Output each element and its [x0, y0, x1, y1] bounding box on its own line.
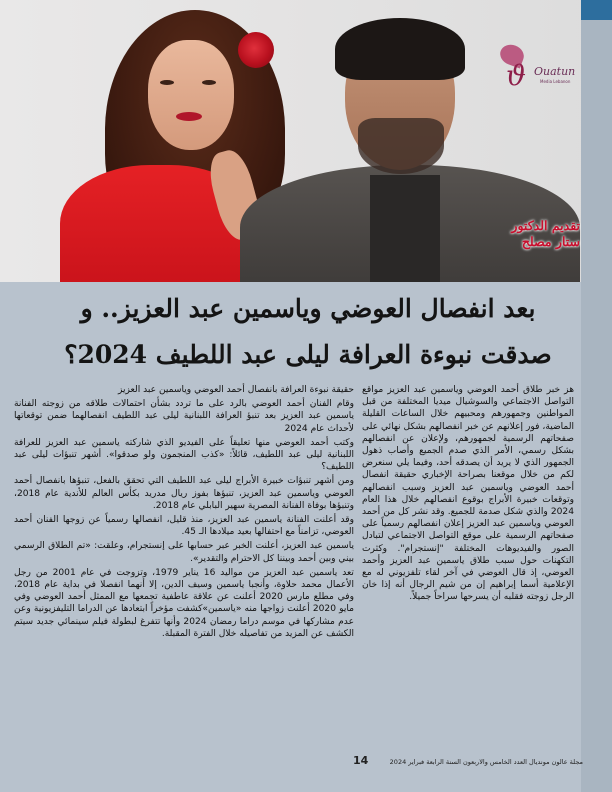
- paragraph: وقد أعلنت الفنانة ياسمين عبد العزيز، منذ قليل، انفصالها رسمياً عن زوجها الفنان أحمد العوضي، تزامناً مع احتفالها بعيد ميلادها الـ 45.: [14, 515, 354, 538]
- man-shirt: [370, 175, 440, 282]
- woman-eye-left: [160, 80, 174, 85]
- page-sidebar: [581, 0, 612, 792]
- presenter-credit: [470, 218, 580, 250]
- paragraph: ياسمين عبد العزيز، أعلنت الخبر عبر حسابها على إنستجرام، وعلقت: «تم الطلاق الرسمي بيني وبين أحمد وبيننا كل الاحترام والتقدير».: [14, 541, 354, 564]
- title-line-2: صدقت نبوءة العرافة ليلى عبد اللطيف 2024؟: [64, 340, 552, 369]
- sidebar-tab: [581, 0, 612, 20]
- man-hair: [335, 18, 465, 80]
- magazine-logo: [500, 45, 590, 105]
- woman-lips: [176, 112, 202, 121]
- logo-text: Ouatun: [534, 65, 576, 78]
- presenter-name: ستار مصلح: [521, 234, 580, 249]
- article-column-left: [14, 384, 354, 750]
- title-line-1: بعد انفصال العوضي وياسمين عبد العزيز.. و: [80, 294, 536, 323]
- hero-photo: [0, 0, 612, 282]
- article-column-right: [362, 384, 574, 750]
- man-beard: [358, 118, 444, 174]
- logo-subtext: Media Lebanon: [540, 79, 571, 84]
- magazine-footer: مجلة عالون مونديال العدد الخامس والاربعون السنة الرابعة فبراير 2024: [389, 758, 583, 766]
- paragraph: وكتب أحمد العوضي منها تعليقاً على الفيديو الذي شاركته ياسمين عبد العزيز للعرافة اللبنانية ليلى عبد اللطيف، قائلاً: «كذب المنجمون ولو صدقوا». أشهر تنبؤات ليلى عبد اللطيف؟: [14, 437, 354, 473]
- paragraph: هز خبر طلاق أحمد العوضي وياسمين عبد العزيز مواقع التواصل الاجتماعي والسوشيال ميديا المختلفة من قبل المواطنين وجمهورهم ومحبيهم خلال الساعات القليلة الماضية، فور إعلانهم عن خبر انفصالهم بشكل نهائي على صفحاتهم الرسمية لجمهورهم، ولإعلان عن انفصالهم بشكل رسمي، الأمر الذي صدم الجميع وأصاب ذهول الجمهور الذي لا يريد أن يصدقه أحد، وفيما يلي سنعرض لكم من خلال موقعنا بصراحة الإخباري حقيقة انفصال أحمد العوضي وياسمين عبد العزيز وسبب انفصالهم وتوقعات خبيرة الأبراج بوقوع انفصالهم خلال هذا العام 2024 والذي شكل صدمة للجميع. وقد نشر كل من أحمد العوضي وياسمين عبد العزيز إعلان انفصالهم رسمياً على صفحاتهم الرسمية على موقع التواصل الاجتماعي لتبادل الصور والفيديوهات المختلفة "إنستجرام". وكثرت التكهنات حول سبب طلاق ياسمين عبد العزيز وأحمد العوضي، إذ قال العوضي في آخر لقاء تلفزيوني له مع الإعلامية أسما إبراهيم إن من شيم الرجال أنه إذا خان الرجل زوجته فقلبه أن يسرحها سراحاً جميلاً.: [362, 385, 574, 603]
- logo-letter: ϑ: [506, 59, 527, 92]
- paragraph: ومن أشهر تنبؤات خبيرة الأبراج ليلى عبد اللطيف التي تحقق بالفعل، تنبؤها بانفصال أحمد العوضي وياسمين عبد العزيز، تنبؤها بفوز ريال مدريد بكأس العالم للأندية عام 2018، وتنبؤها بوفاة الفنانة المصرية سهير البابلي عام 2018.: [14, 476, 354, 511]
- paragraph: تعد ياسمين عبد العزيز من مواليد 16 يناير 1979، وتزوجت في عام 2001 من رجل الأعمال محمد حلاوة، وأنجبا ياسمين وسيف الدين، إلا أنهما انفصلا في بداية عام 2018، وفي مطلع مارس 2020 أعلنت عن علاقة عاطفية تجمعها مع الممثل أحمد العوضي وفي مايو 2020 أعلنت زواجها منه «ياسمين»كشفت مؤخراً ابتعادها عن الدراما التليفزيونية وعن عدم مشاركها في موسم دراما رمضان 2024 وأنها تتفرغ لبطولة فيلم سينمائي جديد سيتم الكشف عن المزيد من تفاصيله خلال الفترة المقبلة.: [14, 567, 355, 639]
- presenter-title: تقديم الدكتور: [511, 218, 580, 233]
- red-rose-icon: [238, 32, 274, 68]
- woman-eye-right: [202, 80, 216, 85]
- paragraph: وقام الفنان أحمد العوضي بالرد على ما تردد بشأن احتمالات طلاقه من زوجته الفنانة ياسمين عبد العزيز بعد تنبؤ العرافة اللبنانية ليلى عبد اللطيف انفصالهما ضمن توقعاتها لأحداث عام 2024: [14, 399, 354, 434]
- article-title: [58, 286, 558, 380]
- paragraph: حقيقة نبوءة العرافة بانفصال أحمد العوضي وياسمين عبد العزيز: [117, 385, 354, 395]
- page-number: 14: [353, 754, 369, 767]
- woman-face: [148, 40, 234, 150]
